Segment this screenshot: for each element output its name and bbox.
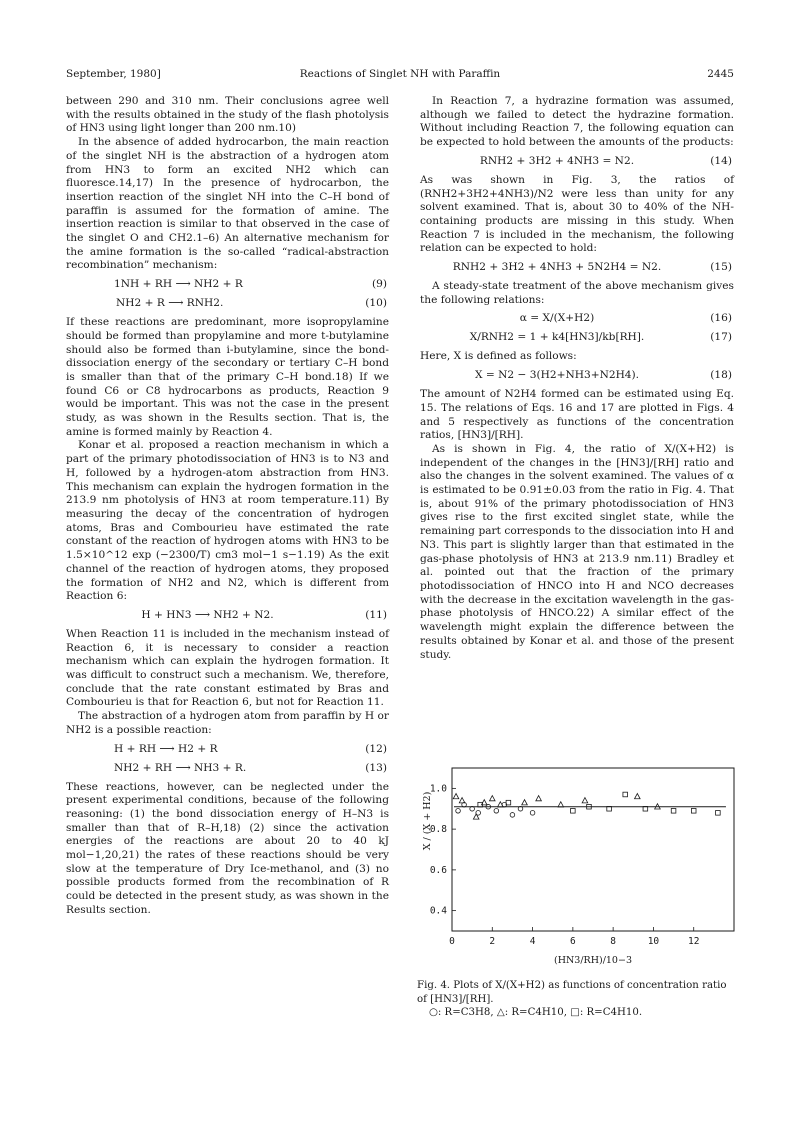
paragraph: As was shown in Fig. 3, the ratios of (RNH2+3H2+4NH3)/N2 were less than unity for any solvent examined. That is, about 30 to 40% of the NH-containing products are missing in this study. When Reaction 7 is included in the mechanism, the following relation can be expected to hold: [420, 173, 734, 255]
equation-18: X = N2 − 3(H2+NH3+N2H4). (18) [474, 369, 732, 382]
equation-17: X/RNH2 = 1 + k4[HN3]/kb[RH]. (17) [469, 331, 732, 344]
scatter-chart [418, 762, 736, 977]
data-point-circle [456, 808, 461, 813]
data-point-triangle [635, 794, 641, 799]
data-point-square [716, 811, 721, 816]
caption-text: Fig. 4. Plots of X/(X+H2) as functions of concentration ratio of [HN3]/[RH]. [417, 980, 727, 1005]
equation-14: RNH2 + 3H2 + 4NH3 = N2. (14) [479, 154, 732, 167]
equation-16: α = X/(X+H2) (16) [519, 312, 732, 325]
data-point-triangle [489, 796, 495, 801]
paragraph: A steady-state treatment of the above mechanism gives the following relations: [420, 280, 734, 306]
paragraph: Konar et al. proposed a reaction mechanism in which a part of the primary photodissociation of HN3 is to N3 and H, followed by a hydrogen-atom abstraction from HN3. This mechanism can explain the hydrogen formation in the 213.9 nm photolysis of HN3 at room temperature.11) By measuring the decay of the concentration of hydrogen atoms, Bras and Combourieu have estimated the rate constant of the reaction of hydrogen atoms with HN3 to be 1.5×10^12 exp (−2300/T) cm3 mol−1 s−1.19) As the exit channel of the reaction of hydrogen atoms, they proposed the formation of NH2 and N2, which is different from Reaction 6: [66, 439, 389, 603]
paragraph: If these reactions are predominant, more isopropylamine should be formed than propylamine and more t-butylamine should also be formed than i-butylamine, since the bond-dissociation energy of the secondary or tertiary C–H bond is smaller than that of the primary C–H bond.18) If we found C6 or C8 hydrocarbons as products, Reaction 9 would be important. This was not the case in the present study, as was shown in the Results section. That is, the amine is formed mainly by Reaction 4. [66, 316, 389, 438]
data-point-square [671, 808, 676, 813]
figure-caption [417, 979, 735, 1020]
y-tick-label: 0.4 [429, 905, 447, 917]
paragraph: When Reaction 11 is included in the mechanism instead of Reaction 6, it is necessary to consider a reaction mechanism which can explain the hydrogen formation. It was difficult to construct such a mechanism. We, therefore, conclude that the rate constant estimated by Bras and Combourieu is that for Reaction 6, but not for Reaction 11. [66, 627, 389, 709]
x-tick-label: 6 [569, 936, 576, 947]
data-point-circle [530, 811, 535, 816]
header-title: Reactions of Singlet NH with Paraffin [299, 68, 501, 80]
paragraph: In Reaction 7, a hydrazine formation was assumed, although we failed to detect the hydrazine formation. Without including Reaction 7, the following equation can be expected to hold between the amounts of the products: [420, 95, 734, 149]
paragraph: The abstraction of a hydrogen atom from paraffin by H or NH2 is a possible reaction: [66, 710, 389, 736]
data-point-triangle [582, 798, 588, 803]
x-tick-label: 2 [489, 936, 496, 947]
data-point-triangle [453, 794, 459, 799]
x-tick-label: 12 [687, 936, 700, 947]
data-point-triangle [473, 814, 479, 819]
data-point-square [691, 808, 696, 813]
equation-15: RNH2 + 3H2 + 4NH3 + 5N2H4 = N2. (15) [452, 261, 732, 274]
data-point-triangle [536, 796, 542, 801]
equation-11: H + HN3 ⟶ NH2 + N2. (11) [141, 608, 387, 621]
paragraph: In the absence of added hydrocarbon, the main reaction of the singlet NH is the abstraction of a hydrogen atom from HN3 to form an excited NH2 which can fluoresce.14,17) In the presence of hydrocarbon, the insertion reaction of the singlet NH into the C–H bond of paraffin is assumed for the formation of amine. The insertion reaction is similar to that observed in the case of the singlet O and CH2.1–6) An alternative mechanism for the amine formation is the so-called “radical-abstraction recombination” mechanism: [66, 136, 389, 272]
left-column [66, 95, 389, 918]
y-tick-label: 1.0 [429, 783, 447, 795]
x-axis-label: (HN3/RH)/10−3 [554, 955, 632, 966]
data-point-square [623, 792, 628, 797]
paragraph: The amount of N2H4 formed can be estimated using Eq. 15. The relations of Eqs. 16 and 17 are plotted in Figs. 4 and 5 respectively as functions of the concentration ratios, [HN3]/[RH]. [420, 388, 734, 442]
x-tick-label: 4 [529, 936, 536, 947]
data-point-triangle [558, 802, 564, 807]
data-point-square [571, 808, 576, 813]
y-axis-label: X / (X + H2) [422, 791, 433, 851]
plot-frame [452, 768, 734, 931]
paragraph: As is shown in Fig. 4, the ratio of X/(X+H2) is independent of the changes in the [HN3]/[RH] ratio and also the changes in the solvent examined. The values of α is estimated to be 0.91±0.03 from the ratio in Fig. 4. That is, about 91% of the primary photodissociation of HN3 gives rise to the first excited singlet state, while the remaining part corresponds to the dissociation into H and N3. This part is slightly larger than that estimated in the gas-phase photolysis of HN3 at 213.9 nm.11) Bradley et al. pointed out that the fraction of the primary photodissociation of HNCO into H and NCO decreases with the decrease in the excitation wavelength in the gas-phase photolysis of HNCO.22) A similar effect of the wavelength might explain the difference between the results obtained by Konar et al. and those of the present study. [420, 442, 734, 661]
equation-12: H + RH ⟶ H2 + R (12) [114, 742, 387, 755]
right-column [420, 95, 734, 662]
equation-13: NH2 + RH ⟶ NH3 + R. (13) [114, 761, 387, 774]
paragraph: between 290 and 310 nm. Their conclusions agree well with the results obtained in the study of the flash photolysis of HN3 using light longer than 200 nm.10) [66, 95, 389, 135]
page-number: 2445 [707, 68, 734, 80]
data-point-triangle [522, 800, 528, 805]
data-point-circle [510, 813, 515, 818]
paragraph: These reactions, however, can be neglected under the present experimental conditions, because of the following reasoning: (1) the bond dissociation energy of H–N3 is smaller than that of R–H,18) (2) since the activation energies of the reactions are about 20 to 40 kJ mol−1,20,21) the rates of these reactions should be very slow at the temperature of Dry Ice-methanol, and (3) no possible products formed from the recombination of R could be detected in the present study, as was shown in the Results section. [66, 780, 389, 916]
y-tick-label: 0.6 [429, 864, 447, 876]
x-tick-label: 10 [647, 936, 660, 947]
paragraph: Here, X is defined as follows: [420, 350, 577, 363]
x-tick-label: 8 [610, 936, 617, 947]
data-point-circle [494, 808, 499, 813]
x-tick-label: 0 [449, 936, 455, 947]
header-date: September, 1980] [66, 68, 161, 80]
running-header [66, 68, 734, 82]
data-point-triangle [459, 798, 465, 803]
equation-10: NH2 + R ⟶ RNH2. (10) [116, 297, 387, 310]
equation-9: 1NH + RH ⟶ NH2 + R (9) [114, 278, 387, 291]
caption-legend: ○: R=C3H8, △: R=C4H10, □: R=C4H10. [429, 1007, 643, 1018]
y-tick-label: 0.8 [429, 824, 447, 836]
